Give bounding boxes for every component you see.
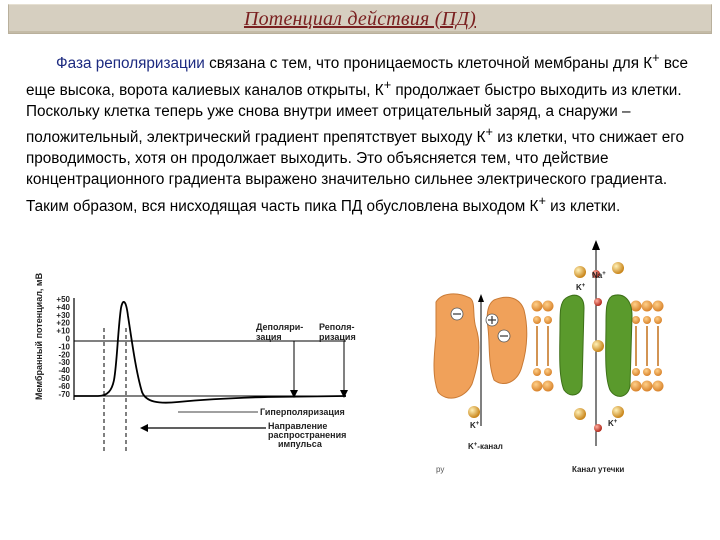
y-tick-label: +40 — [56, 302, 70, 312]
k-channel-caption: K+-канал — [468, 442, 503, 451]
lipid-head — [533, 316, 541, 324]
partial-caption: ру — [436, 465, 445, 474]
k-plus-sup-4: + — [538, 192, 546, 208]
slide-title: Потенциал действия (ПД) — [243, 7, 477, 30]
lipid-head — [643, 368, 651, 376]
paragraph-part-4: из клетки, что снижает его проводимость, хотя он продолжает выходить. Это объясняется тем, что действие концентрационного градиента выражено значительно сильнее электрического градиента. Таким образом, вся нисходящая часть пика ПД обусловлена выходом К — [26, 129, 685, 215]
paragraph-highlight: Фаза реполяризации — [56, 55, 205, 73]
lipid-head — [533, 368, 541, 376]
y-tick-label: -20 — [58, 350, 70, 360]
direction-arrowhead — [140, 424, 148, 432]
lipid-head — [544, 316, 552, 324]
y-tick-label: +30 — [56, 310, 70, 320]
potassium-ion — [612, 262, 624, 274]
repolarization-label-1: Реполя- — [319, 322, 355, 332]
y-tick-label: -60 — [58, 381, 70, 391]
direction-label-1: Направление — [268, 421, 328, 431]
lipid-head — [654, 316, 662, 324]
y-tick-label: 0 — [65, 334, 70, 344]
paragraph-part-1: связана с тем, что проницаемость клеточной мембраны для К — [204, 55, 653, 73]
lipid-head — [653, 301, 664, 312]
title-bar — [8, 4, 712, 34]
lipid-head — [654, 368, 662, 376]
lipid-head — [544, 368, 552, 376]
lipid-head — [532, 381, 543, 392]
y-tick-labels — [56, 295, 70, 399]
direction-label-3: импульса — [278, 439, 322, 449]
potassium-ion — [574, 408, 586, 420]
lipid-head — [632, 368, 640, 376]
action-potential-curve — [74, 302, 346, 403]
depolarization-label-2: зация — [256, 332, 282, 342]
depolarization-label-1: Деполяри- — [256, 322, 304, 332]
leak-channel-caption: Канал утечки — [572, 465, 625, 474]
na-label: Na+ — [592, 271, 606, 280]
potassium-ion — [574, 266, 586, 278]
y-tick-label: -50 — [58, 374, 70, 383]
k-label-channel-side: K+ — [470, 421, 480, 430]
k-label-bottom: K+ — [608, 419, 618, 428]
sodium-ion — [594, 424, 602, 432]
y-tick-label: -30 — [58, 358, 70, 368]
lipid-head — [543, 381, 554, 392]
k-plus-sup-3: + — [485, 124, 493, 140]
lipid-head — [631, 301, 642, 312]
repolarization-label-2: ризация — [319, 332, 356, 342]
potassium-ion — [468, 406, 480, 418]
lipid-head — [642, 381, 653, 392]
leak-channel-protein-left — [560, 295, 584, 395]
potassium-ion — [612, 406, 624, 418]
y-tick-label: -70 — [58, 389, 70, 399]
hyperpolarization-label: Гиперполяризация — [260, 407, 345, 417]
body-paragraph — [26, 48, 690, 217]
y-tick-label: +10 — [56, 326, 70, 336]
lipid-head — [632, 316, 640, 324]
potassium-ion — [592, 340, 604, 352]
lipid-head — [543, 301, 554, 312]
k-plus-sup-1: + — [652, 50, 660, 65]
paragraph-part-2: все еще высока, ворота калиевых каналов открыты, К — [26, 55, 688, 99]
k-plus-sup-2: + — [383, 76, 392, 92]
paragraph-part-5: из клетки. — [545, 197, 621, 215]
action-potential-graph — [28, 268, 368, 468]
lipid-head — [642, 301, 653, 312]
y-tick-label: +50 — [56, 295, 70, 304]
leak-channel-protein-right — [606, 295, 632, 396]
lipid-head — [653, 381, 664, 392]
y-tick-label: -10 — [58, 342, 70, 352]
paragraph-part-3: продолжает быстро выходить из клетки. Поскольку клетка теперь уже снова внутри имеет отрицательный заряд, а снаружи – положительный, электрический градиент препятствует выходу К — [26, 81, 682, 147]
sodium-ion — [594, 298, 602, 306]
lipid-head — [631, 381, 642, 392]
direction-label-2: распространения — [268, 430, 347, 440]
y-tick-label: +20 — [56, 318, 70, 328]
lipid-head — [532, 301, 543, 312]
y-axis-label: Мембранный потенциал, мВ — [34, 272, 44, 400]
membrane-diagram — [432, 236, 672, 482]
lipid-head — [643, 316, 651, 324]
y-tick-label: -40 — [58, 366, 70, 376]
k-label-top: K+ — [576, 283, 586, 292]
